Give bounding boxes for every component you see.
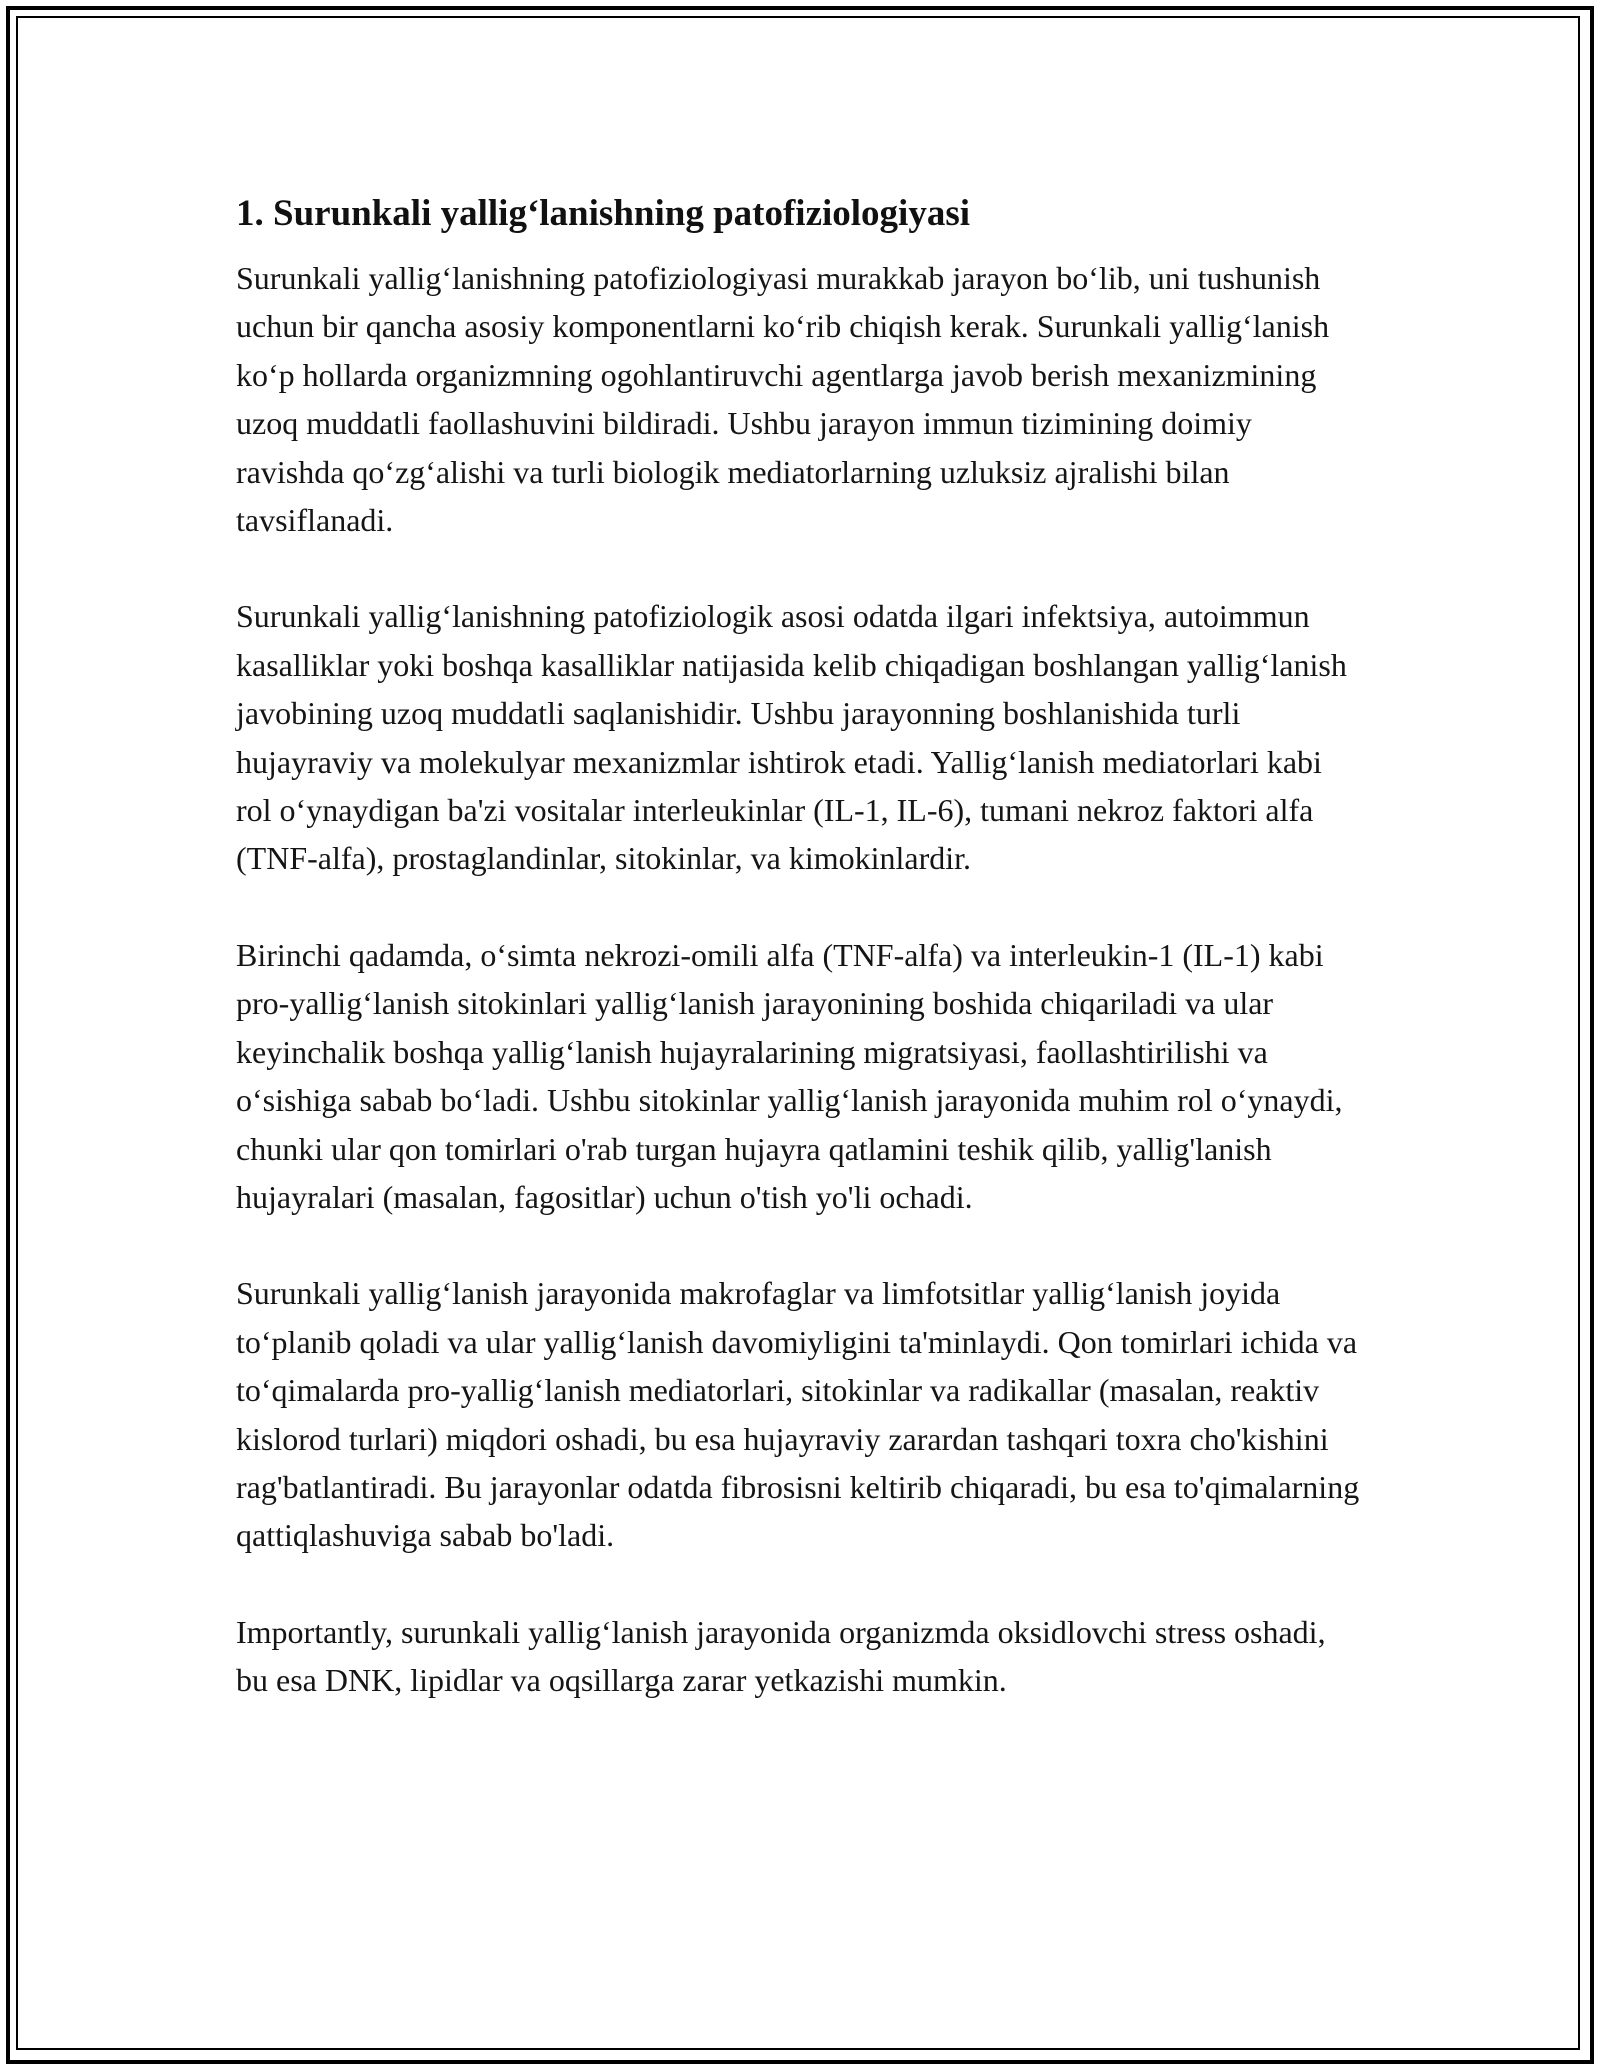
paragraph-5: Importantly, surunkali yallig‘lanish jarayonida organizmda oksidlovchi stress oshadi, bu esa DNK, lipidlar va oqsillarga zarar yetkazishi mumkin. bbox=[236, 1613, 1326, 1699]
section-heading: 1. Surunkali yallig‘lanishning patofiziologiyasi bbox=[236, 193, 971, 234]
paragraph-2: Surunkali yallig‘lanishning patofiziologik asosi odatda ilgari infektsiya, autoimmun kasalliklar yoki boshqa kasalliklar natijasida kelib chiqadigan boshlangan yallig‘lanish javobining uzoq muddatli saqlanishidir. Ushbu jarayonning boshlanishida turli hujayraviy va molekulyar mexanizmlar ishtirok etadi. Yallig‘lanish mediatorlari kabi rol o‘ynaydigan ba'zi vositalar interleukinlar (IL-1, IL-6), tumani nekroz faktori alfa (TNF-alfa), prostaglandinlar, sitokinlar, va kimokinlardir. bbox=[236, 598, 1347, 877]
paragraph-1: Surunkali yallig‘lanishning patofiziologiyasi murakkab jarayon bo‘lib, uni tushunish uchun bir qancha asosiy komponentlarni ko‘rib chiqish kerak. Surunkali yallig‘lanish ko‘p hollarda organizmning ogohlantiruvchi agentlarga javob berish mexanizmining uzoq muddatli faollashuvini bildiradi. Ushbu jarayon immun tizimining doimiy ravishda qo‘zg‘alishi va turli biologik mediatorlarning uzluksiz ajralishi bilan tavsiflanadi. bbox=[236, 260, 1330, 539]
document-body bbox=[236, 186, 1361, 1753]
paragraph-3: Birinchi qadamda, o‘simta nekrozi-omili alfa (TNF-alfa) va interleukin-1 (IL-1) kabi pro-yallig‘lanish sitokinlari yallig‘lanish jarayonining boshida chiqariladi va ular keyinchalik boshqa yallig‘lanish hujayralarining migratsiyasi, faollashtirilishi va o‘sishiga sabab bo‘ladi. Ushbu sitokinlar yallig‘lanish jarayonida muhim rol o‘ynaydi, chunki ular qon tomirlari o'rab turgan hujayra qatlamini teshik qilib, yallig'lanish hujayralari (masalan, fagositlar) uchun o'tish yo'li ochadi. bbox=[236, 936, 1343, 1215]
paragraph-4: Surunkali yallig‘lanish jarayonida makrofaglar va limfotsitlar yallig‘lanish joyida to‘planib qoladi va ular yallig‘lanish davomiyligini ta'minlaydi. Qon tomirlari ichida va to‘qimalarda pro-yallig‘lanish mediatorlari, sitokinlar va radikallar (masalan, reaktiv kislorod turlari) miqdori oshadi, bu esa hujayraviy zarardan tashqari toxra cho'kishini rag'batlantiradi. Bu jarayonlar odatda fibrosisni keltirib chiqaradi, bu esa to'qimalarning qattiqlashuviga sabab bo'ladi. bbox=[236, 1275, 1360, 1554]
